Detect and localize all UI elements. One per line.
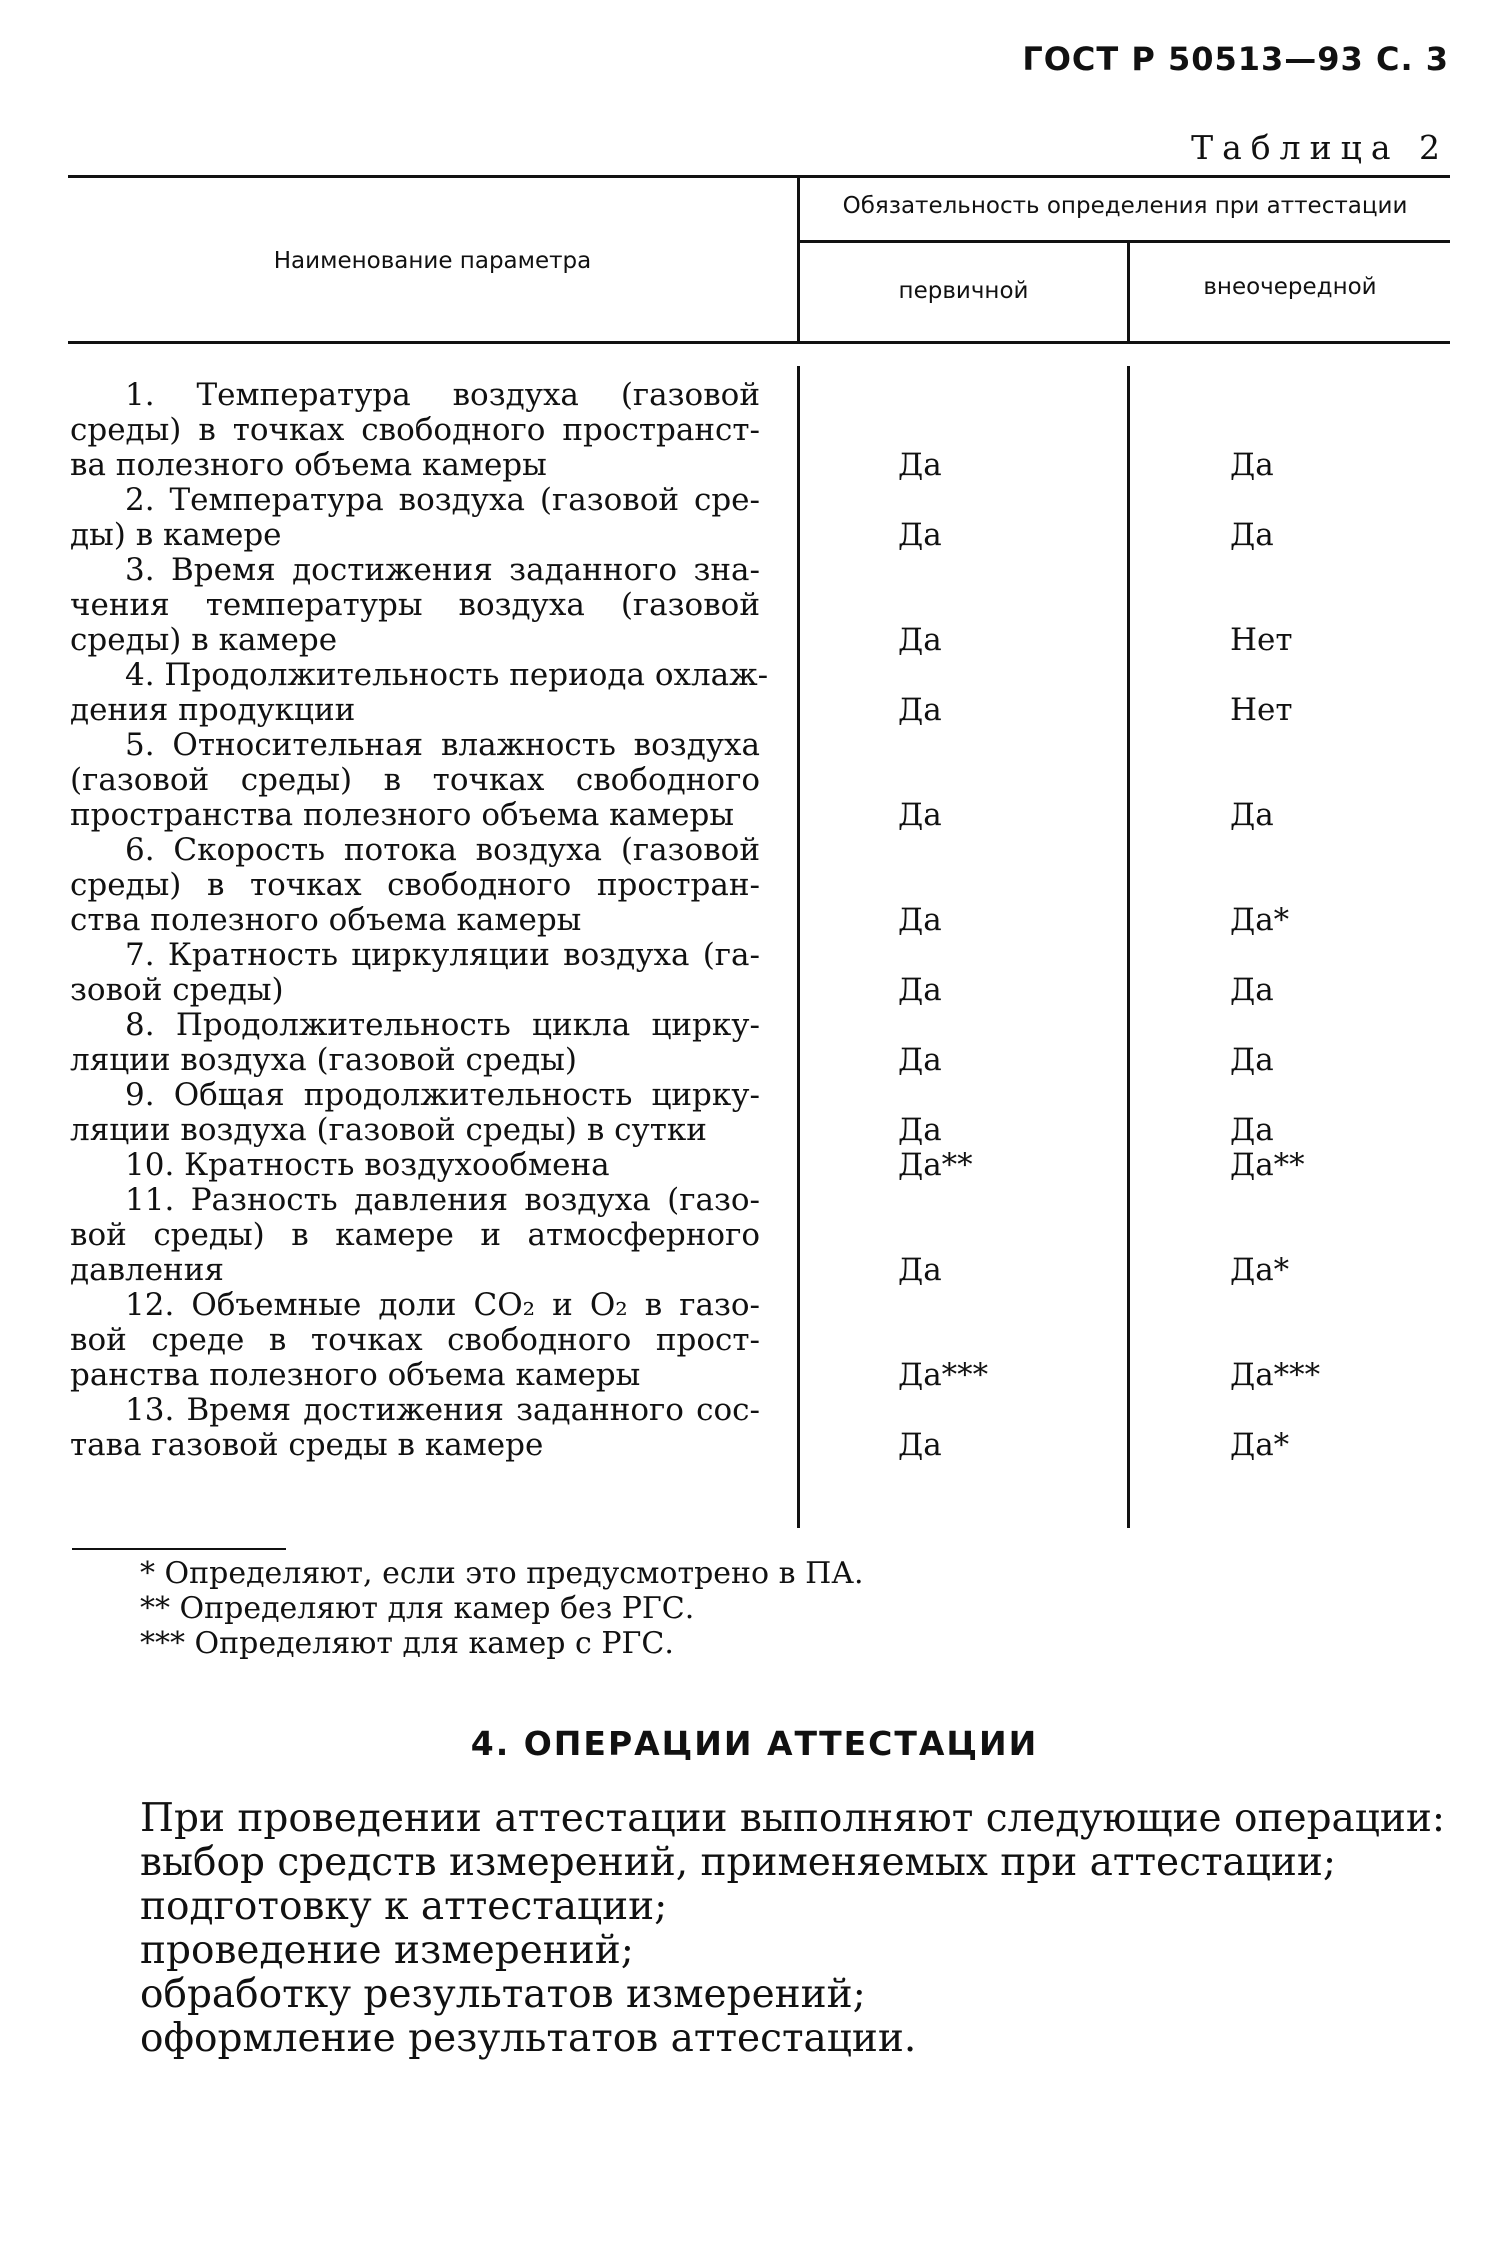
param-line: ляции воздуха (газовой среды): [70, 1042, 577, 1078]
primary-cell: Да: [898, 447, 942, 483]
param-line: 2. Температура воздуха (газовой сре-: [125, 482, 760, 518]
extra-cell: Нет: [1230, 622, 1293, 658]
footnote: *** Определяют для камер с РГС.: [140, 1626, 674, 1661]
param-line: 9. Общая продолжительность цирку-: [125, 1077, 760, 1113]
param-cell: [70, 833, 760, 938]
section-line: подготовку к аттестации;: [140, 1884, 668, 1929]
param-line: среды) в точках свободного пространст-: [70, 412, 760, 448]
param-line: вой среды) в камере и атмосферного: [70, 1217, 760, 1253]
param-cell: [70, 1008, 760, 1078]
primary-cell: Да: [898, 1252, 942, 1288]
primary-cell: Да: [898, 902, 942, 938]
param-line: 7. Кратность циркуляции воздуха (га-: [125, 937, 760, 973]
primary-cell: Да: [898, 1112, 942, 1148]
param-line: 3. Время достижения заданного зна-: [125, 552, 760, 588]
section-line: оформление результатов аттестации.: [140, 2016, 917, 2061]
extra-cell: Да: [1230, 1112, 1274, 1148]
param-line: 13. Время достижения заданного сос-: [125, 1392, 760, 1428]
param-line: 5. Относительная влажность воздуха: [125, 727, 760, 763]
param-line: 1. Температура воздуха (газовой: [125, 377, 760, 413]
param-line: пространства полезного объема камеры: [70, 797, 735, 833]
section-line: обработку результатов измерений;: [140, 1972, 866, 2017]
extra-cell: Да: [1230, 1042, 1274, 1078]
param-line: дения продукции: [70, 692, 356, 728]
col-header-param: Наименование параметра: [273, 248, 592, 274]
param-line: вой среде в точках свободного прост-: [70, 1322, 760, 1358]
param-line: 8. Продолжительность цикла цирку-: [125, 1007, 760, 1043]
table-body-divider-1: [797, 366, 800, 1528]
primary-cell: Да: [898, 972, 942, 1008]
footnote: ** Определяют для камер без РГС.: [140, 1591, 695, 1626]
param-line: ва полезного объема камеры: [70, 447, 547, 483]
param-line: (газовой среды) в точках свободного: [70, 762, 760, 798]
param-cell: [70, 483, 760, 553]
col-header-extra: внеочередной: [1203, 274, 1377, 300]
section-line: При проведении аттестации выполняют следующие операции:: [140, 1796, 1446, 1841]
extra-cell: Нет: [1230, 692, 1293, 728]
param-cell: [70, 1183, 760, 1288]
footnotes: [70, 1556, 864, 1661]
section-body: [140, 1797, 1445, 2061]
param-line: ства полезного объема камеры: [70, 902, 582, 938]
param-line: зовой среды): [70, 972, 284, 1008]
param-cell: [70, 728, 760, 833]
primary-cell: Да: [898, 517, 942, 553]
primary-cell: Да**: [898, 1147, 973, 1183]
extra-cell: Да: [1230, 797, 1274, 833]
param-cell: [70, 378, 760, 483]
primary-cell: Да: [898, 692, 942, 728]
extra-cell: Да*: [1230, 1427, 1290, 1463]
param-cell: [70, 938, 760, 1008]
footnote: * Определяют, если это предусмотрено в ПА.: [140, 1556, 864, 1591]
param-line: 11. Разность давления воздуха (газо-: [125, 1182, 760, 1218]
param-line: среды) в точках свободного простран-: [70, 867, 760, 903]
section-line: проведение измерений;: [140, 1928, 634, 1973]
param-line: 12. Объемные доли CO₂ и O₂ в газо-: [125, 1287, 760, 1323]
param-cell: [70, 1078, 760, 1148]
table-label: Таблица 2: [1191, 128, 1449, 167]
section-line: выбор средств измерений, применяемых при аттестации;: [140, 1840, 1337, 1885]
param-line: 6. Скорость потока воздуха (газовой: [125, 832, 760, 868]
table-top-rule: [68, 175, 1450, 178]
param-line: ранства полезного объема камеры: [70, 1357, 641, 1393]
extra-cell: Да***: [1230, 1357, 1321, 1393]
extra-cell: Да*: [1230, 902, 1290, 938]
primary-cell: Да: [898, 797, 942, 833]
primary-cell: Да***: [898, 1357, 989, 1393]
param-line: среды) в камере: [70, 622, 338, 658]
footnote-rule: [72, 1548, 286, 1550]
param-line: 10. Кратность воздухообмена: [125, 1147, 610, 1183]
param-cell: [70, 1148, 760, 1183]
section-title: 4. ОПЕРАЦИИ АТТЕСТАЦИИ: [470, 1724, 1039, 1763]
table-group-rule: [800, 240, 1450, 243]
primary-cell: Да: [898, 1042, 942, 1078]
param-line: чения температуры воздуха (газовой: [70, 587, 760, 623]
param-cell: [70, 1288, 760, 1393]
param-line: тава газовой среды в камере: [70, 1427, 544, 1463]
col-header-group: Обязательность определения при аттестации: [842, 193, 1408, 219]
col-header-primary: первичной: [898, 278, 1029, 304]
param-cell: [70, 1393, 760, 1463]
param-line: давления: [70, 1252, 224, 1288]
param-line: ляции воздуха (газовой среды) в сутки: [70, 1112, 707, 1148]
table-header-bottom-rule: [68, 341, 1450, 344]
param-line: 4. Продолжительность периода охлаж-: [125, 657, 769, 693]
primary-cell: Да: [898, 1427, 942, 1463]
extra-cell: Да*: [1230, 1252, 1290, 1288]
primary-cell: Да: [898, 622, 942, 658]
param-cell: [70, 657, 769, 728]
param-cell: [70, 553, 760, 658]
table-body-divider-2: [1127, 366, 1130, 1528]
extra-cell: Да: [1230, 447, 1274, 483]
extra-cell: Да: [1230, 972, 1274, 1008]
extra-cell: Да: [1230, 517, 1274, 553]
extra-cell: Да**: [1230, 1147, 1305, 1183]
param-line: ды) в камере: [70, 517, 282, 553]
page-header: ГОСТ Р 50513—93 С. 3: [1022, 40, 1449, 78]
